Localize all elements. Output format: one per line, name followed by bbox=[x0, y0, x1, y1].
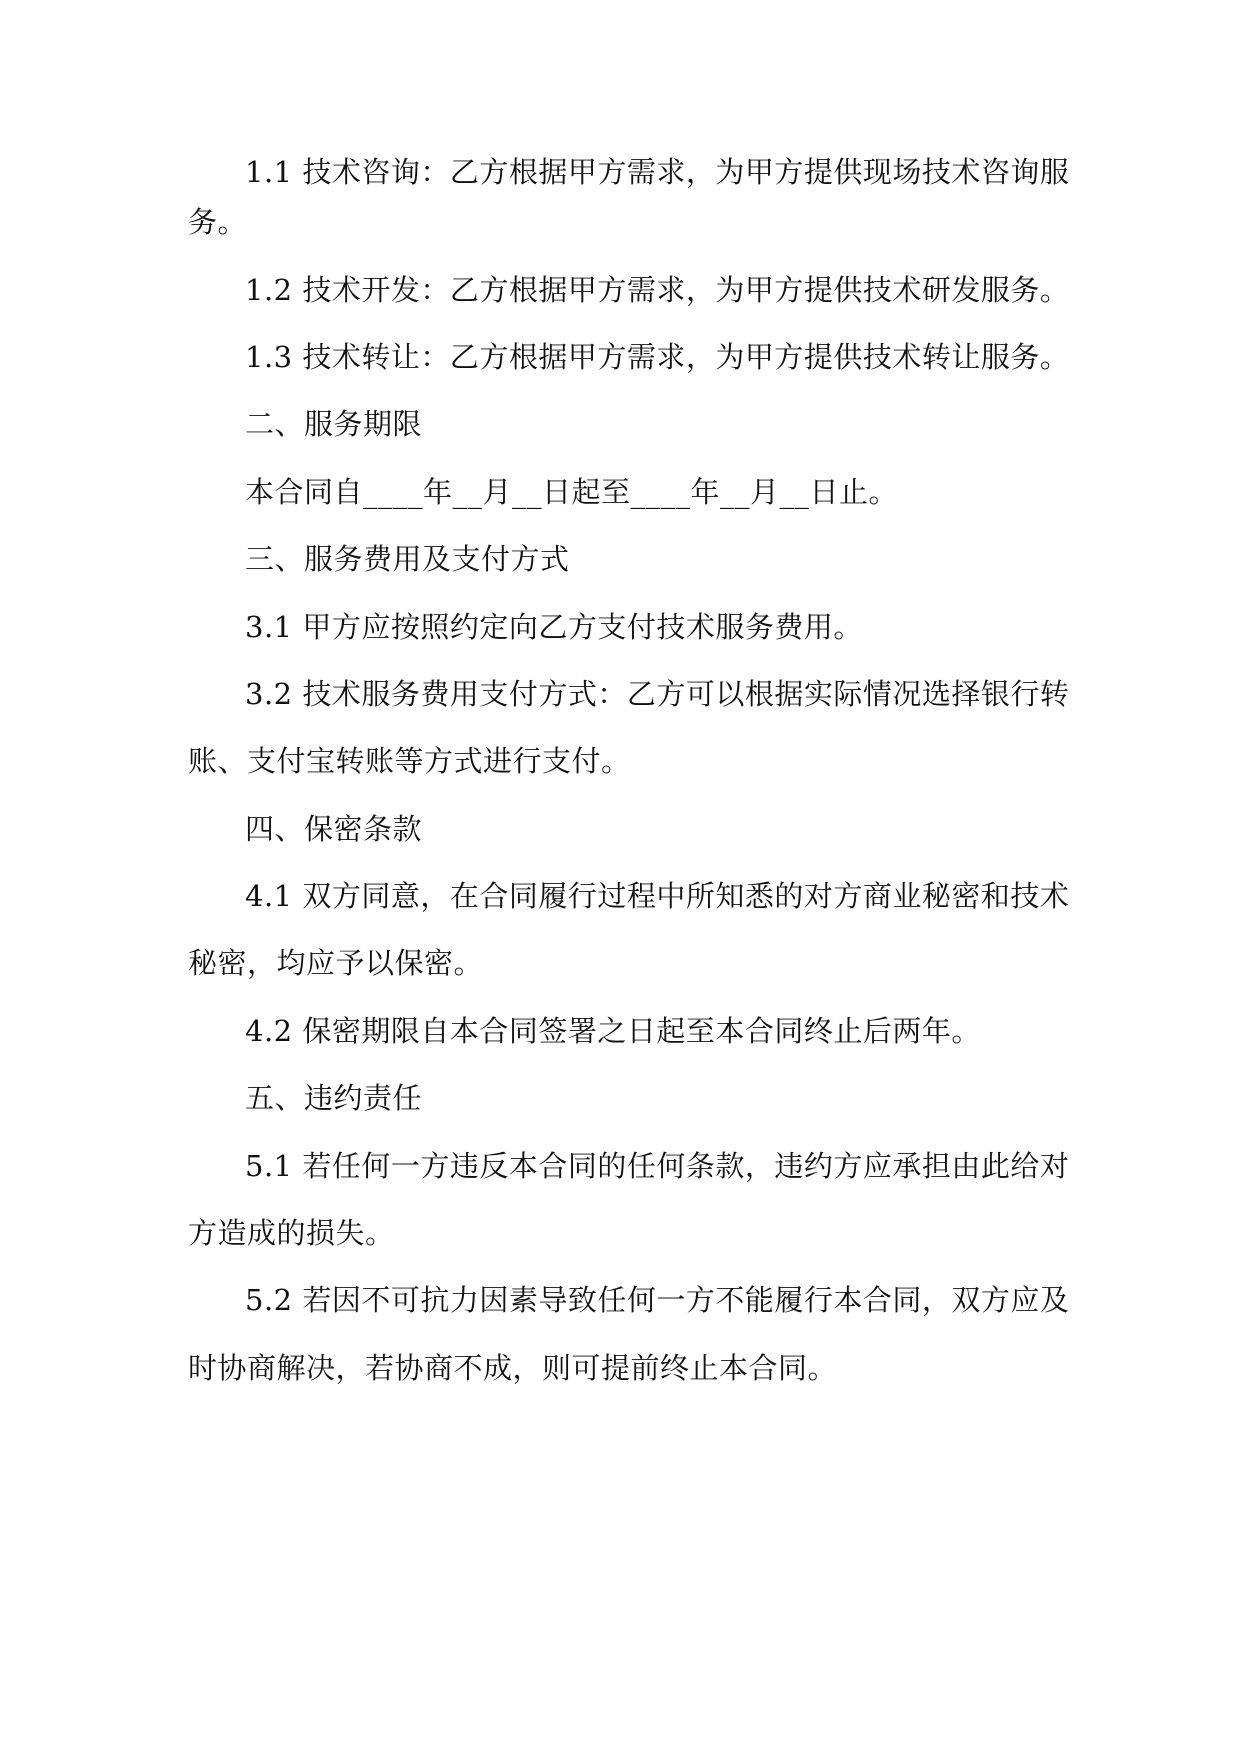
section-4-heading: 四、保密条款 bbox=[245, 812, 423, 846]
clause-5-1-line-1: 5.1 若任何一方违反本合同的任何条款，违约方应承担由此给对 bbox=[245, 1149, 1070, 1183]
clause-1-3: 1.3 技术转让：乙方根据甲方需求，为甲方提供技术转让服务。 bbox=[245, 340, 1070, 374]
clause-3-2-line-2: 账、支付宝转账等方式进行支付。 bbox=[188, 744, 631, 778]
clause-5-2-line-1: 5.2 若因不可抗力因素导致任何一方不能履行本合同，双方应及 bbox=[245, 1283, 1070, 1317]
service-term-text: 本合同自____年__月__日起至____年__月__日止。 bbox=[245, 475, 899, 509]
clause-3-2-line-1: 3.2 技术服务费用支付方式：乙方可以根据实际情况选择银行转 bbox=[245, 677, 1070, 711]
clause-5-2-line-2: 时协商解决，若协商不成，则可提前终止本合同。 bbox=[188, 1351, 838, 1385]
clause-1-1-line-1: 1.1 技术咨询：乙方根据甲方需求，为甲方提供现场技术咨询服 bbox=[245, 155, 1070, 189]
section-2-heading: 二、服务期限 bbox=[245, 407, 423, 441]
clause-1-1-line-2: 务。 bbox=[188, 205, 248, 239]
clause-3-1: 3.1 甲方应按照约定向乙方支付技术服务费用。 bbox=[245, 610, 863, 644]
clause-4-2: 4.2 保密期限自本合同签署之日起至本合同终止后两年。 bbox=[245, 1014, 981, 1048]
clause-4-1-line-2: 秘密，均应予以保密。 bbox=[188, 946, 484, 980]
clause-4-1-line-1: 4.1 双方同意，在合同履行过程中所知悉的对方商业秘密和技术 bbox=[245, 879, 1070, 913]
clause-1-2: 1.2 技术开发：乙方根据甲方需求，为甲方提供技术研发服务。 bbox=[245, 273, 1070, 307]
section-5-heading: 五、违约责任 bbox=[245, 1081, 423, 1115]
section-3-heading: 三、服务费用及支付方式 bbox=[245, 542, 570, 576]
clause-5-1-line-2: 方造成的损失。 bbox=[188, 1216, 395, 1250]
